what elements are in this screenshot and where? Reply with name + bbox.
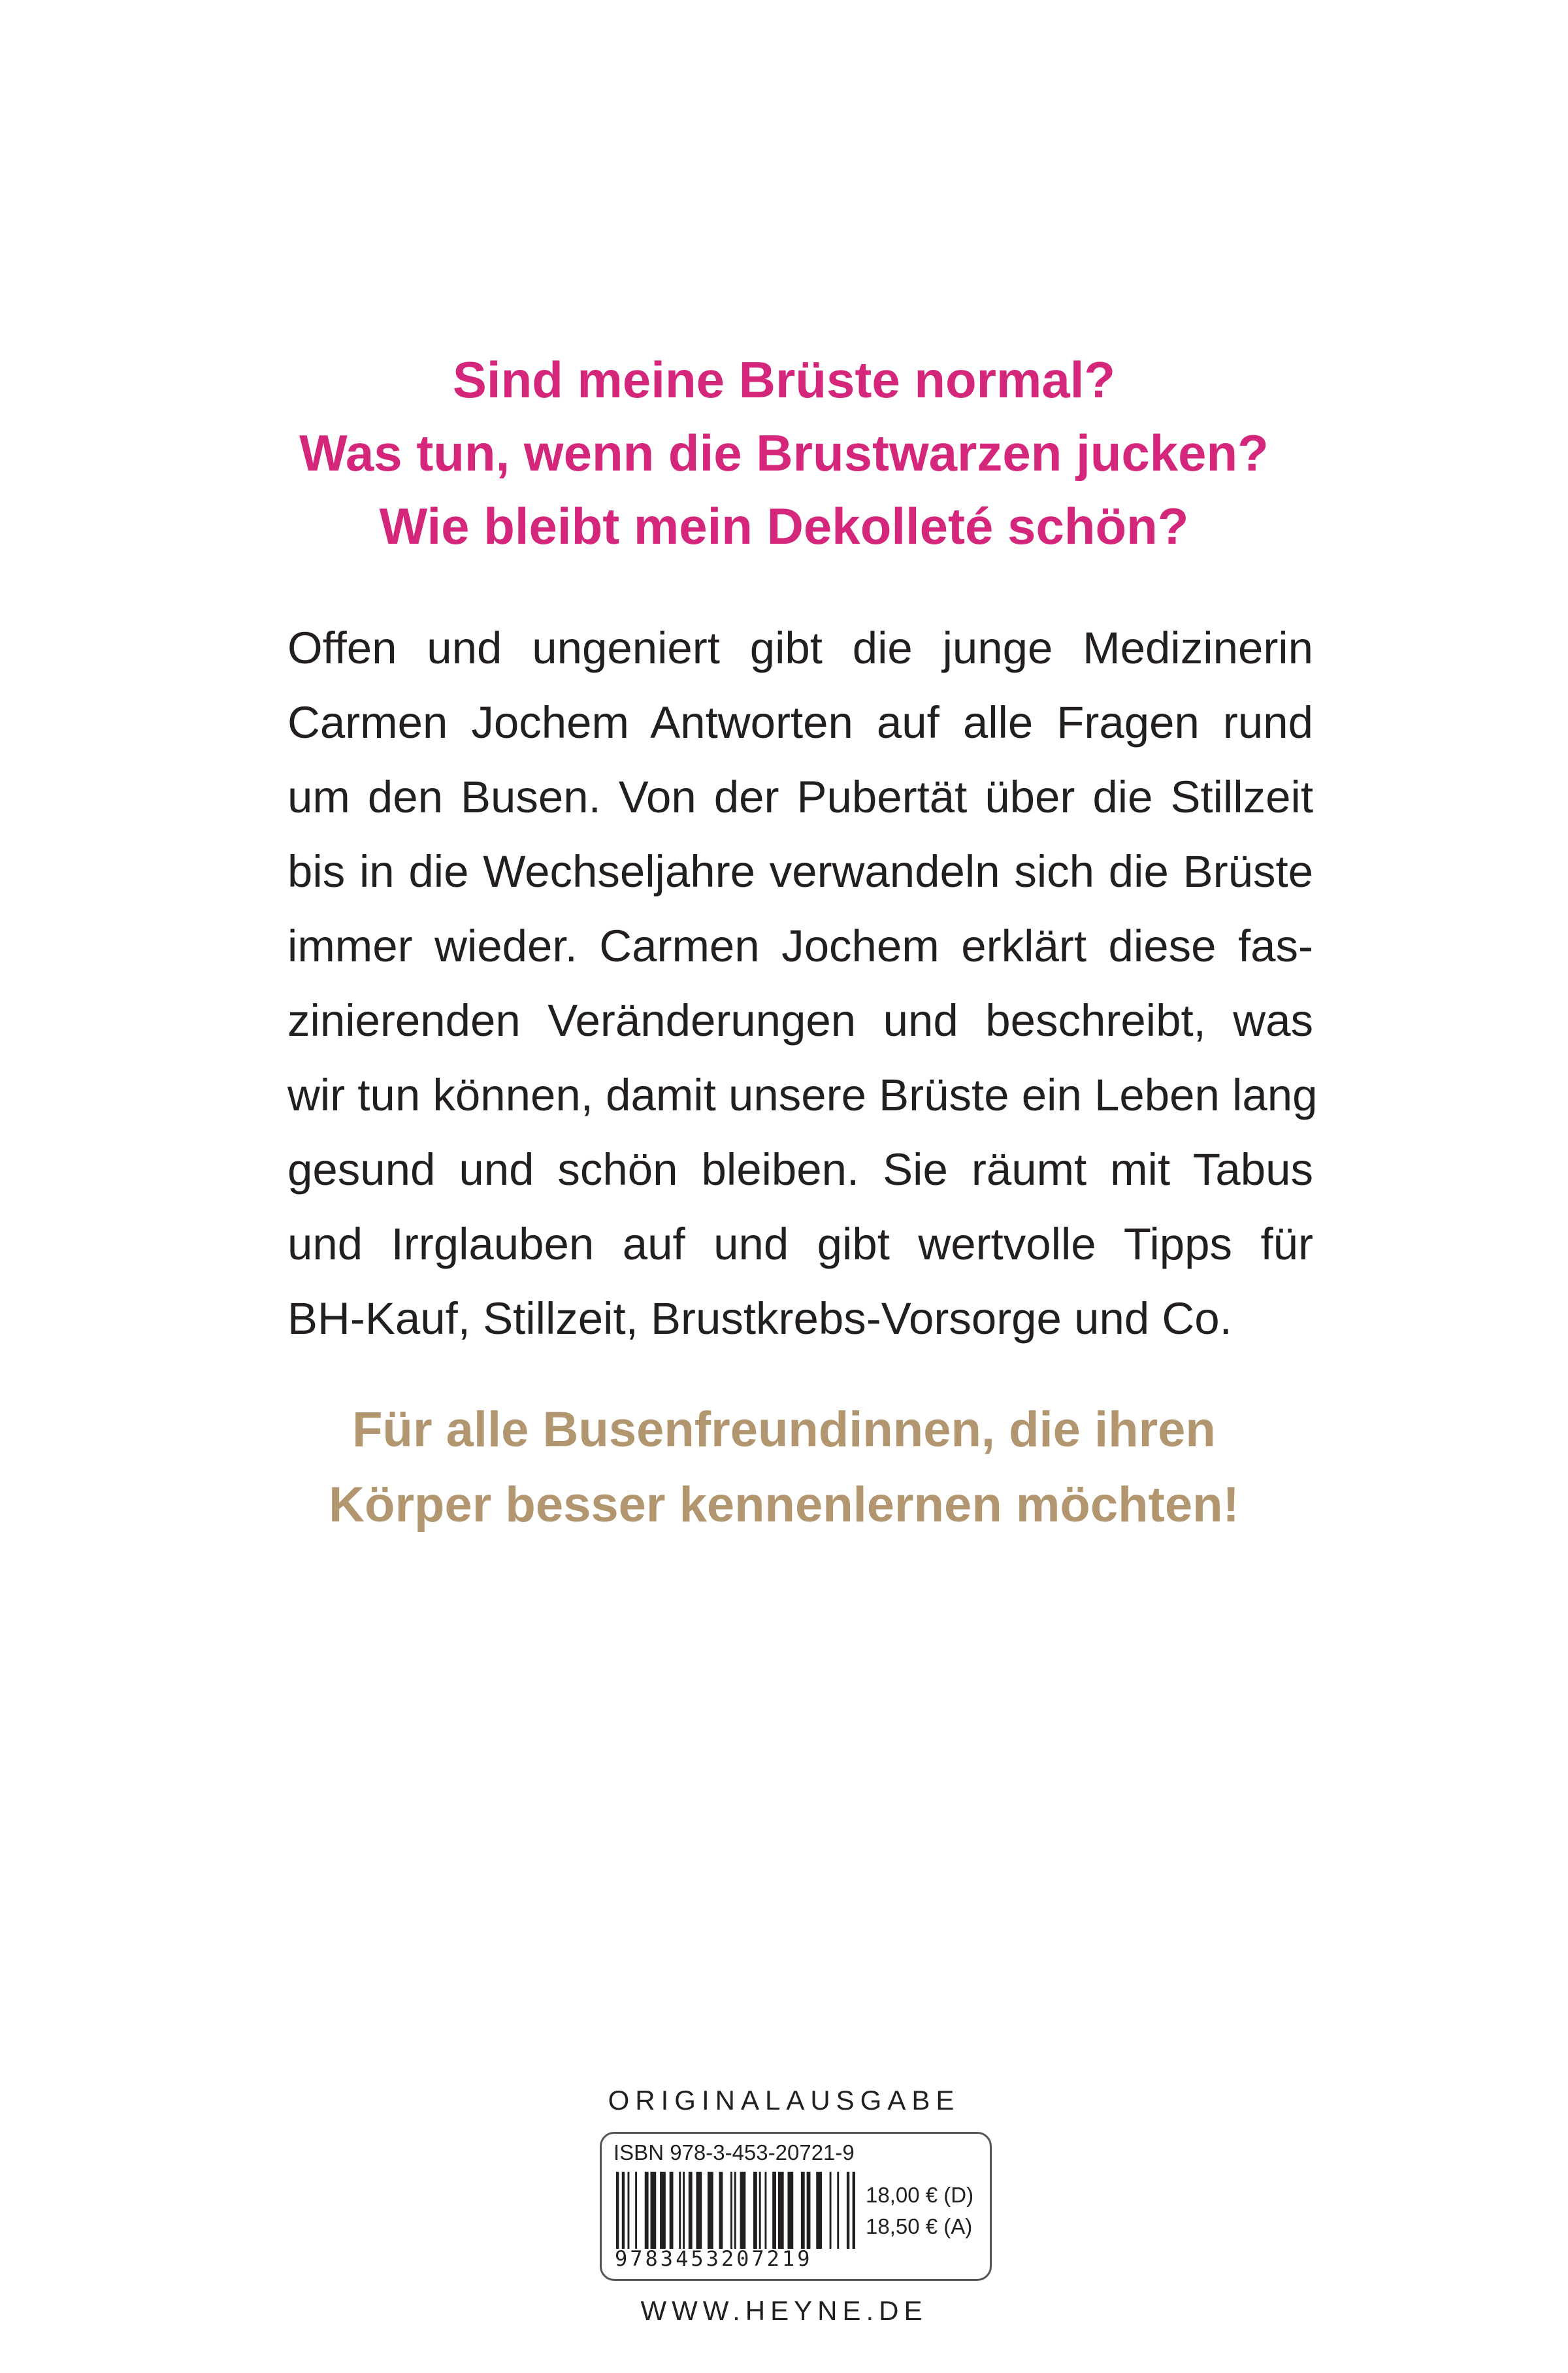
question-line: Wie bleibt mein Dekolleté schön? bbox=[379, 497, 1189, 555]
blurb-line: Carmen Jochem Antworten auf alle Fragen rund bbox=[287, 697, 1313, 748]
blurb-line: bis in die Wechseljahre verwandeln sich die Brüste bbox=[287, 846, 1313, 897]
blurb-line: BH-Kauf, Stillzeit, Brustkrebs-Vorsorge und Co. bbox=[287, 1293, 1232, 1344]
barcode-bar bbox=[807, 2172, 811, 2249]
barcode-bar bbox=[660, 2172, 666, 2249]
barcode-bar bbox=[837, 2172, 839, 2249]
barcode-bar bbox=[753, 2172, 757, 2249]
barcode-bar bbox=[778, 2172, 784, 2249]
barcode-bar bbox=[730, 2172, 732, 2249]
blurb-line: um den Busen. Von der Pubertät über die Stillzeit bbox=[287, 772, 1313, 822]
barcode-bar bbox=[616, 2172, 619, 2249]
barcode-bar bbox=[650, 2172, 656, 2249]
blurb-line: gesund und schön bleiben. Sie räumt mit Tabus bbox=[287, 1144, 1313, 1195]
barcode-bar bbox=[772, 2172, 776, 2249]
barcode-bar bbox=[645, 2172, 649, 2249]
barcode-bar bbox=[816, 2172, 822, 2249]
price-austria: 18,50 € (A) bbox=[866, 2214, 973, 2238]
barcode-bar bbox=[759, 2172, 761, 2249]
price-list bbox=[866, 2180, 973, 2242]
barcode-bar bbox=[689, 2172, 693, 2249]
question-block bbox=[0, 343, 1568, 563]
tagline bbox=[0, 1392, 1568, 1542]
barcode-bar bbox=[628, 2172, 630, 2249]
barcode-digits: 9783453207219 bbox=[615, 2246, 813, 2271]
barcode-bar bbox=[635, 2172, 637, 2249]
price-germany: 18,00 € (D) bbox=[866, 2183, 974, 2207]
blurb-paragraph bbox=[287, 611, 1318, 1356]
blurb-line: wir tun können, damit unsere Brüste ein Leben lang bbox=[287, 1070, 1318, 1120]
barcode-bar bbox=[683, 2172, 685, 2249]
question-line: Was tun, wenn die Brustwarzen jucken? bbox=[299, 424, 1269, 482]
barcode-bar bbox=[830, 2172, 832, 2249]
blurb-line: Offen und ungeniert gibt die junge Medizinerin bbox=[287, 623, 1313, 673]
edition-label: ORIGINALAUSGABE bbox=[608, 2085, 960, 2116]
barcode-bar bbox=[764, 2172, 766, 2249]
tagline-line: Körper besser kennenlernen möchten! bbox=[329, 1477, 1239, 1533]
blurb-line: und Irrglauben auf und gibt wertvolle Tipps für bbox=[287, 1219, 1313, 1269]
barcode-bar bbox=[740, 2172, 746, 2249]
isbn-number: ISBN 978-3-453-20721-9 bbox=[613, 2140, 855, 2165]
barcode-bar bbox=[719, 2172, 723, 2249]
barcode-bar bbox=[734, 2172, 736, 2249]
barcode-bar bbox=[622, 2172, 625, 2249]
blurb-line: immer wieder. Carmen Jochem erklärt diese fas- bbox=[287, 921, 1313, 971]
publisher-website: WWW.HEYNE.DE bbox=[640, 2295, 928, 2326]
barcode-bar bbox=[801, 2172, 805, 2249]
barcode-bar bbox=[853, 2172, 855, 2249]
barcode-bar bbox=[787, 2172, 793, 2249]
question-line: Sind meine Brüste normal? bbox=[452, 351, 1116, 408]
barcode-bar bbox=[708, 2172, 713, 2249]
barcode-bar bbox=[847, 2172, 849, 2249]
isbn-barcode-box bbox=[600, 2132, 992, 2281]
barcode-bar bbox=[696, 2172, 702, 2249]
tagline-line: Für alle Busenfreundinnen, die ihren bbox=[352, 1402, 1216, 1457]
barcode-bar bbox=[670, 2172, 674, 2249]
barcode-icon bbox=[615, 2172, 857, 2249]
barcode-bar bbox=[679, 2172, 681, 2249]
blurb-line: zinierenden Veränderungen und beschreibt, was bbox=[287, 995, 1313, 1046]
